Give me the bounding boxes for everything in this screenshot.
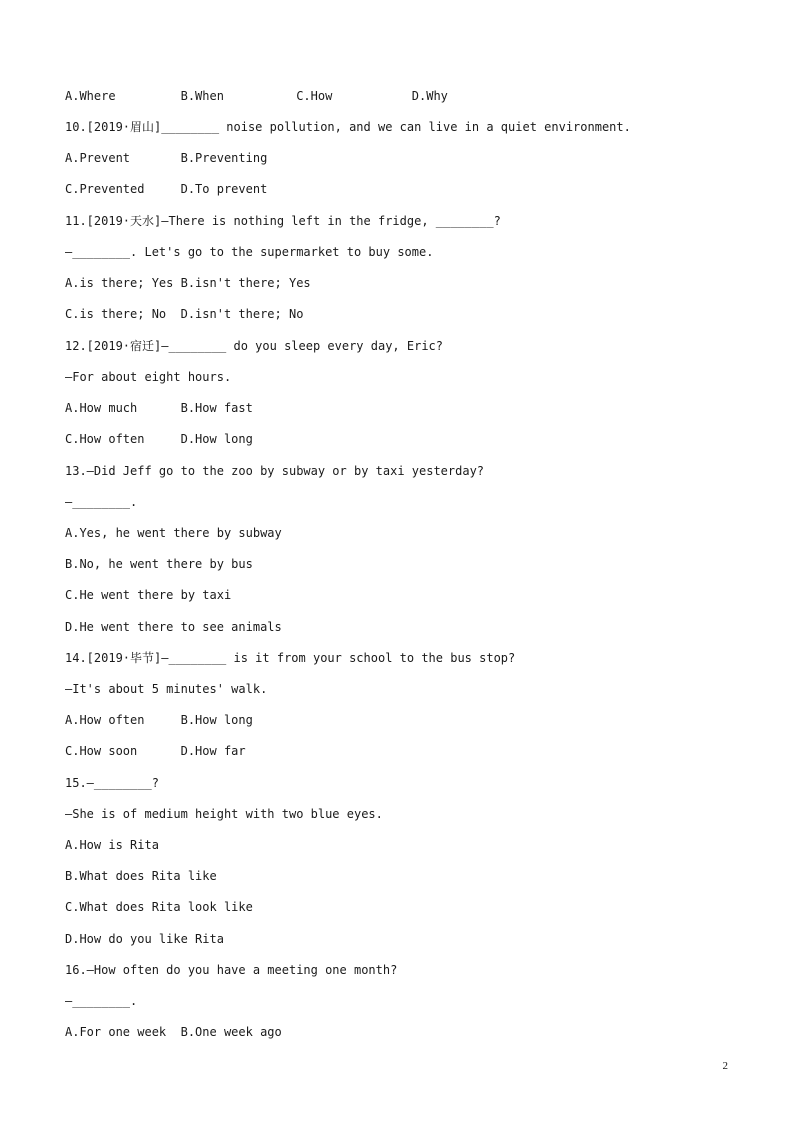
- q11-question: 11.[2019·天水]—There is nothing left in the fridge, ________?: [65, 214, 501, 228]
- page-number: 2: [722, 1060, 728, 1072]
- q14-options-row-1: A.How often B.How long: [65, 713, 253, 727]
- q9-options-row: A.Where B.When C.How D.Why: [65, 89, 448, 103]
- q13-option-d: D.He went there to see animals: [65, 620, 282, 634]
- q16-question: 16.—How often do you have a meeting one month?: [65, 963, 398, 977]
- q15-response: —She is of medium height with two blue eyes.: [65, 807, 383, 821]
- q15-option-a: A.How is Rita: [65, 838, 159, 852]
- q14-options-row-2: C.How soon D.How far: [65, 744, 246, 758]
- q11-options-row-1: A.is there; Yes B.isn't there; Yes: [65, 276, 311, 290]
- q13-option-b: B.No, he went there by bus: [65, 557, 253, 571]
- q11-response: —________. Let's go to the supermarket to buy some.: [65, 245, 434, 259]
- q15-question: 15.—________?: [65, 776, 159, 790]
- q15-option-c: C.What does Rita look like: [65, 900, 253, 914]
- q14-question: 14.[2019·毕节]—________ is it from your school to the bus stop?: [65, 651, 516, 665]
- q10-options-row-1: A.Prevent B.Preventing: [65, 151, 268, 165]
- q16-response: —________.: [65, 994, 138, 1008]
- q11-options-row-2: C.is there; No D.isn't there; No: [65, 307, 304, 321]
- q13-response: —________.: [65, 495, 138, 509]
- q13-option-c: C.He went there by taxi: [65, 588, 232, 602]
- q16-options-row-1: A.For one week B.One week ago: [65, 1025, 282, 1039]
- q10-options-row-2: C.Prevented D.To prevent: [65, 182, 268, 196]
- q14-response: —It's about 5 minutes' walk.: [65, 682, 268, 696]
- q13-question: 13.—Did Jeff go to the zoo by subway or by taxi yesterday?: [65, 464, 485, 478]
- q12-response: —For about eight hours.: [65, 370, 232, 384]
- q13-option-a: A.Yes, he went there by subway: [65, 526, 282, 540]
- q12-question: 12.[2019·宿迁]—________ do you sleep every day, Eric?: [65, 339, 444, 353]
- q12-options-row-1: A.How much B.How fast: [65, 401, 253, 415]
- q15-option-b: B.What does Rita like: [65, 869, 217, 883]
- q15-option-d: D.How do you like Rita: [65, 932, 224, 946]
- q10-question: 10.[2019·眉山]________ noise pollution, and we can live in a quiet environment.: [65, 120, 631, 134]
- q12-options-row-2: C.How often D.How long: [65, 432, 253, 446]
